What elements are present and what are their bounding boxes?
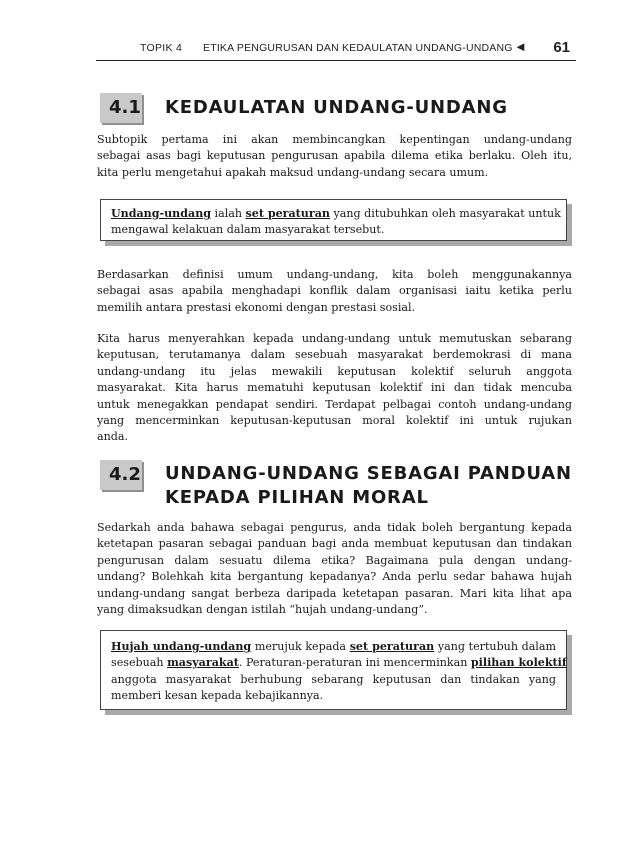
key-phrase: set peraturan — [245, 207, 330, 220]
paragraph: Sedarkah anda bahawa sebagai pengurus, anda tidak boleh bergantung kepada ketetapan pasaran sebagai panduan bagi anda membuat keputusan dan tindakan pengurusan dalam sesuatu dilema etika? Bagaimana pula dengan undang- undang? Bolehkah kita bergantung kepadanya? Anda perlu sedar bahawa hujah undang-undang sangat berbeza daripada ketetapan pasaran. Mari kita lihat apa yang dimaksudkan dengan istilah “hujah undang-undang”. — [97, 521, 572, 617]
topic-label: TOPIK 4 — [140, 42, 183, 54]
key-phrase: pilihan kolektif — [470, 656, 567, 670]
paragraph: Berdasarkan definisi umum undang-undang, kita boleh menggunakannya sebagai asas apabila menghadapi konflik dalam organisasi iaitu ketika perlu memilih antara prestasi ekonomi dengan prestasi sosial. — [97, 268, 572, 314]
section-title: KEDAULATAN UNDANG-UNDANG — [165, 97, 508, 118]
page-number: 61 — [553, 39, 570, 56]
paragraph: Subtopik pertama ini akan membincangkan kepentingan undang-undang sebagai asas bagi keputusan pengurusan apabila dilema etika berlaku. Oleh itu, kita perlu mengetahui apakah maksud undang-undang secara umum. — [97, 133, 572, 179]
section-title: UNDANG-UNDANG SEBAGAI PANDUAN KEPADA PILIHAN MORAL — [165, 463, 572, 508]
key-phrase: set peraturan — [349, 640, 435, 653]
running-header — [96, 38, 580, 60]
term: Undang-undang — [111, 207, 212, 220]
paragraph: Kita harus menyerahkan kepada undang-undang untuk memutuskan sebarang keputusan, terutamanya dalam sesebuah masyarakat berdemokrasi di mana undang-undang itu jelas mewakili keputusan kolektif seluruh anggota masyarakat. Kita harus mematuhi keputusan kolektif ini dan tidak mencuba untuk menegakkan pendapat sendiri. Terdapat pelbagai contoh undang-undang yang mencerminkan keputusan-keputusan moral kolektif ini untuk rujukan anda. — [97, 332, 572, 444]
left-arrow-icon: ◄ — [514, 39, 527, 54]
key-phrase: masyarakat — [167, 656, 239, 670]
section-number-badge: 4.1 — [100, 93, 142, 123]
definition-box: Hujah undang-undang merujuk kepada set peraturan yang tertubuh dalam sesebuah masyarakat. Peraturan-peraturan ini mencerminkan pilihan kolektif anggota masyarakat berhubung sebarang keputusan dan tindakan yang memberi kesan kepada kebajikannya. — [100, 630, 567, 710]
term: Hujah undang-undang — [111, 640, 252, 653]
definition-box: Undang-undang ialah set peraturan yang ditubuhkan oleh masyarakat untuk mengawal kelakuan dalam masyarakat tersebut. — [100, 199, 567, 241]
section-number-badge: 4.2 — [100, 460, 142, 490]
header-divider — [96, 60, 576, 61]
chapter-title: ETIKA PENGURUSAN DAN KEDAULATAN UNDANG-UNDANG — [203, 42, 513, 54]
